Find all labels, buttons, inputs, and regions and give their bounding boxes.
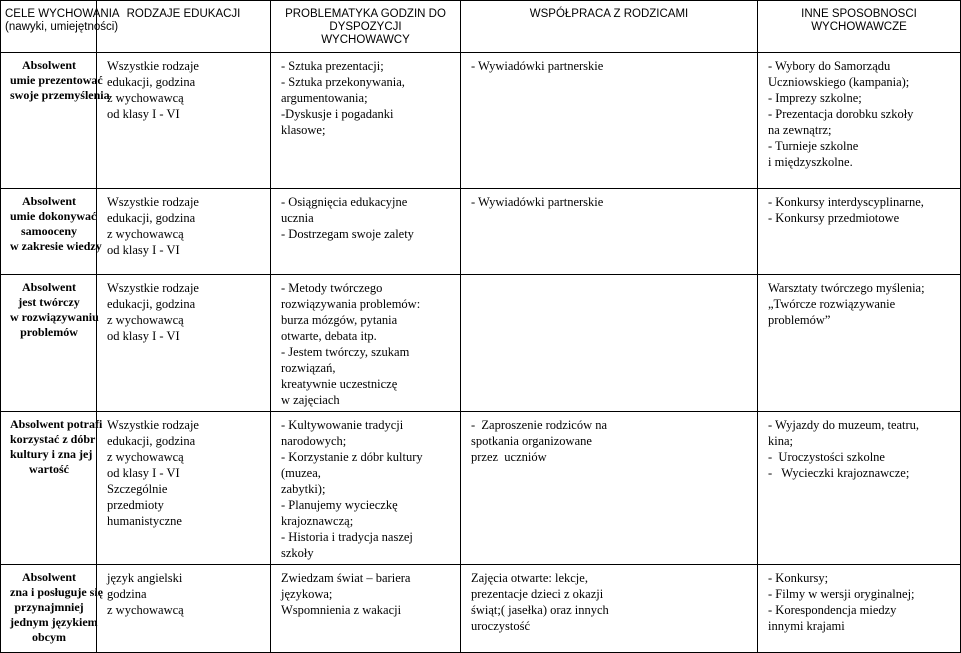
- text-line: - Wybory do Samorządu: [768, 59, 891, 73]
- text-line: umie prezentować: [10, 73, 103, 87]
- header-education-types-text: [101, 8, 266, 21]
- text-line: przynajmniej: [14, 600, 84, 614]
- text-line: Warsztaty twórczego myślenia;: [768, 281, 925, 295]
- text-line: - Wywiadówki partnerskie: [471, 59, 604, 73]
- other-cell: [758, 53, 961, 189]
- text-line: - Wywiadówki partnerskie: [471, 195, 604, 209]
- text-line: umie dokonywać: [10, 209, 97, 223]
- text-line: - Korespondencja miedzy: [768, 603, 897, 617]
- education-text: [107, 58, 262, 122]
- text-line: krajoznawczą;: [281, 514, 354, 528]
- other-text: [768, 194, 952, 226]
- education-cell: [97, 189, 271, 275]
- text-line: edukacji, godzina: [107, 297, 196, 311]
- text-line: Szczególnie: [107, 482, 168, 496]
- topics-text: [281, 570, 452, 618]
- text-line: - Korzystanie z dóbr kultury: [281, 450, 423, 464]
- topics-text: [281, 194, 452, 242]
- text-line: Wszystkie rodzaje: [107, 195, 199, 209]
- text-line: z wychowawcą: [107, 603, 184, 617]
- other-text: [768, 417, 952, 481]
- text-line: Wszystkie rodzaje: [107, 418, 199, 432]
- text-line: jest twórczy: [18, 295, 80, 309]
- text-line: CELE WYCHOWANIA: [5, 8, 120, 20]
- text-line: przedmioty: [107, 498, 164, 512]
- text-line: - Metody twórczego: [281, 281, 383, 295]
- text-line: - Imprezy szkolne;: [768, 91, 862, 105]
- text-line: - Wyjazdy do muzeum, teatru,: [768, 418, 920, 432]
- goal-cell: [1, 275, 97, 412]
- text-line: - Kultywowanie tradycji: [281, 418, 404, 432]
- table-row: [1, 53, 961, 189]
- header-topics: [271, 1, 461, 53]
- text-line: DYSPOZYCJI: [329, 21, 402, 33]
- parents-cell: [461, 412, 758, 565]
- parents-cell: [461, 565, 758, 653]
- text-line: - Dostrzegam swoje zalety: [281, 227, 414, 241]
- text-line: - Uroczystości szkolne: [768, 450, 885, 464]
- text-line: argumentowania;: [281, 91, 368, 105]
- text-line: - Turnieje szkolne: [768, 139, 859, 153]
- text-line: WYCHOWAWCZE: [811, 21, 907, 33]
- text-line: jednym językiem: [10, 615, 98, 629]
- text-line: kina;: [768, 434, 793, 448]
- text-line: edukacji, godzina: [107, 211, 196, 225]
- education-text: [107, 417, 262, 529]
- text-line: zabytki);: [281, 482, 326, 496]
- table-row: [1, 565, 961, 653]
- parents-text: [471, 417, 749, 465]
- text-line: - Sztuka prezentacji;: [281, 59, 384, 73]
- other-cell: [758, 189, 961, 275]
- topics-text: [281, 417, 452, 561]
- text-line: na zewnątrz;: [768, 123, 832, 137]
- text-line: edukacji, godzina: [107, 75, 196, 89]
- text-line: Zajęcia otwarte: lekcje,: [471, 571, 588, 585]
- text-line: klasowe;: [281, 123, 326, 137]
- education-cell: [97, 412, 271, 565]
- text-line: kultury i zna jej: [10, 447, 93, 461]
- goal-text: [10, 194, 102, 254]
- text-line: godzina: [107, 587, 147, 601]
- goal-text: [10, 570, 104, 645]
- goal-text: [10, 417, 103, 477]
- goal-text: [10, 280, 99, 340]
- text-line: - Konkursy interdyscyplinarne,: [768, 195, 924, 209]
- goal-cell: [1, 565, 104, 653]
- text-line: w zakresie wiedzy: [10, 239, 102, 253]
- text-line: - Historia i tradycja naszej: [281, 530, 413, 544]
- goal-cell: [1, 53, 110, 189]
- text-line: od klasy I - VI: [107, 243, 180, 257]
- text-line: spotkania organizowane: [471, 434, 592, 448]
- education-cell: [97, 275, 271, 412]
- text-line: od klasy I - VI: [107, 329, 180, 343]
- text-line: z wychowawcą: [107, 450, 184, 464]
- education-cell: [97, 565, 271, 653]
- other-cell: [758, 412, 961, 565]
- text-line: INNE SPOSOBNOSCI: [801, 8, 917, 20]
- other-text: [768, 280, 952, 328]
- education-cell: [97, 53, 271, 189]
- text-line: otwarte, debata itp.: [281, 329, 377, 343]
- goal-cell: [1, 189, 102, 275]
- text-line: świąt;( jasełka) oraz innych: [471, 603, 609, 617]
- header-goals: [1, 1, 120, 53]
- text-line: narodowych;: [281, 434, 347, 448]
- text-line: -Dyskusje i pogadanki: [281, 107, 394, 121]
- text-line: (muzea,: [281, 466, 321, 480]
- table-row: [1, 412, 961, 565]
- text-line: w zajęciach: [281, 393, 340, 407]
- text-line: innymi krajami: [768, 619, 845, 633]
- text-line: - Filmy w wersji oryginalnej;: [768, 587, 915, 601]
- text-line: rozwiązań,: [281, 361, 336, 375]
- header-other-opportunities: [758, 1, 961, 53]
- text-line: Absolwent potrafi: [10, 417, 103, 431]
- text-line: obcym: [32, 630, 66, 644]
- text-line: - Zaproszenie rodziców na: [471, 418, 608, 432]
- topics-text: [281, 280, 452, 408]
- text-line: Absolwent: [21, 280, 76, 294]
- header-other-opportunities-text: [762, 8, 956, 34]
- text-line: językowa;: [281, 587, 333, 601]
- parents-cell: [461, 189, 758, 275]
- text-line: zna i posługuje się: [10, 585, 104, 599]
- text-line: PROBLEMATYKA GODZIN DO: [285, 8, 446, 20]
- header-goals-text: [5, 8, 120, 34]
- text-line: - Sztuka przekonywania,: [281, 75, 405, 89]
- education-text: [107, 570, 262, 618]
- header-education-types: [97, 1, 271, 53]
- topics-cell: [271, 275, 461, 412]
- parents-cell: [461, 53, 758, 189]
- text-line: od klasy I - VI: [107, 107, 180, 121]
- text-line: WSPÓŁPRACA Z RODZICAMI: [529, 8, 689, 20]
- text-line: język angielski: [107, 571, 183, 585]
- header-topics-text: [275, 8, 456, 47]
- topics-cell: [271, 189, 461, 275]
- text-line: burza mózgów, pytania: [281, 313, 398, 327]
- text-line: Absolwent: [21, 194, 76, 208]
- table-row: [1, 189, 961, 275]
- text-line: i międzyszkolne.: [768, 155, 853, 169]
- text-line: RODZAJE EDUKACJI: [126, 8, 241, 20]
- text-line: ucznia: [281, 211, 314, 225]
- text-line: w rozwiązywaniu: [10, 310, 99, 324]
- text-line: Uczniowskiego (kampania);: [768, 75, 910, 89]
- text-line: - Planujemy wycieczkę: [281, 498, 398, 512]
- text-line: Wszystkie rodzaje: [107, 59, 199, 73]
- text-line: prezentacje dzieci z okazji: [471, 587, 604, 601]
- text-line: z wychowawcą: [107, 313, 184, 327]
- header-row: [1, 1, 961, 53]
- topics-cell: [271, 53, 461, 189]
- text-line: (nawyki, umiejętności): [5, 21, 119, 33]
- parents-cell: [461, 275, 758, 412]
- text-line: przez uczniów: [471, 450, 547, 464]
- other-cell: [758, 565, 961, 653]
- text-line: - Konkursy;: [768, 571, 829, 585]
- text-line: z wychowawcą: [107, 227, 184, 241]
- text-line: - Osiągnięcia edukacyjne: [281, 195, 408, 209]
- goal-text: [10, 58, 110, 103]
- text-line: - Prezentacja dorobku szkoły: [768, 107, 914, 121]
- education-text: [107, 280, 262, 344]
- text-line: Absolwent: [21, 570, 76, 584]
- text-line: szkoły: [281, 546, 314, 560]
- parents-text: [471, 570, 749, 634]
- text-line: korzystać z dóbr: [10, 432, 96, 446]
- header-parent-cooperation-text: [465, 8, 753, 21]
- text-line: - Wycieczki krajoznawcze;: [768, 466, 910, 480]
- text-line: samooceny: [21, 224, 77, 238]
- text-line: od klasy I - VI: [107, 466, 180, 480]
- text-line: problemów: [20, 325, 78, 339]
- text-line: rozwiązywania problemów:: [281, 297, 421, 311]
- header-parent-cooperation: [461, 1, 758, 53]
- education-text: [107, 194, 262, 258]
- text-line: kreatywnie uczestniczę: [281, 377, 398, 391]
- text-line: z wychowawcą: [107, 91, 184, 105]
- other-cell: [758, 275, 961, 412]
- parents-text: [471, 194, 749, 210]
- topics-cell: [271, 565, 461, 653]
- text-line: humanistyczne: [107, 514, 182, 528]
- text-line: wartość: [29, 462, 69, 476]
- text-line: uroczystość: [471, 619, 531, 633]
- text-line: Wspomnienia z wakacji: [281, 603, 402, 617]
- text-line: WYCHOWAWCY: [321, 34, 410, 46]
- text-line: Absolwent: [21, 58, 76, 72]
- text-line: Wszystkie rodzaje: [107, 281, 199, 295]
- other-text: [768, 570, 952, 634]
- text-line: edukacji, godzina: [107, 434, 196, 448]
- other-text: [768, 58, 952, 170]
- text-line: problemów”: [768, 313, 831, 327]
- topics-text: [281, 58, 452, 138]
- topics-cell: [271, 412, 461, 565]
- goal-cell: [1, 412, 103, 565]
- text-line: - Jestem twórczy, szukam: [281, 345, 410, 359]
- text-line: swoje przemyślenia: [10, 88, 110, 102]
- table-row: [1, 275, 961, 412]
- parents-text: [471, 58, 749, 74]
- text-line: Zwiedzam świat – bariera: [281, 571, 411, 585]
- text-line: - Konkursy przedmiotowe: [768, 211, 900, 225]
- text-line: „Twórcze rozwiązywanie: [768, 297, 896, 311]
